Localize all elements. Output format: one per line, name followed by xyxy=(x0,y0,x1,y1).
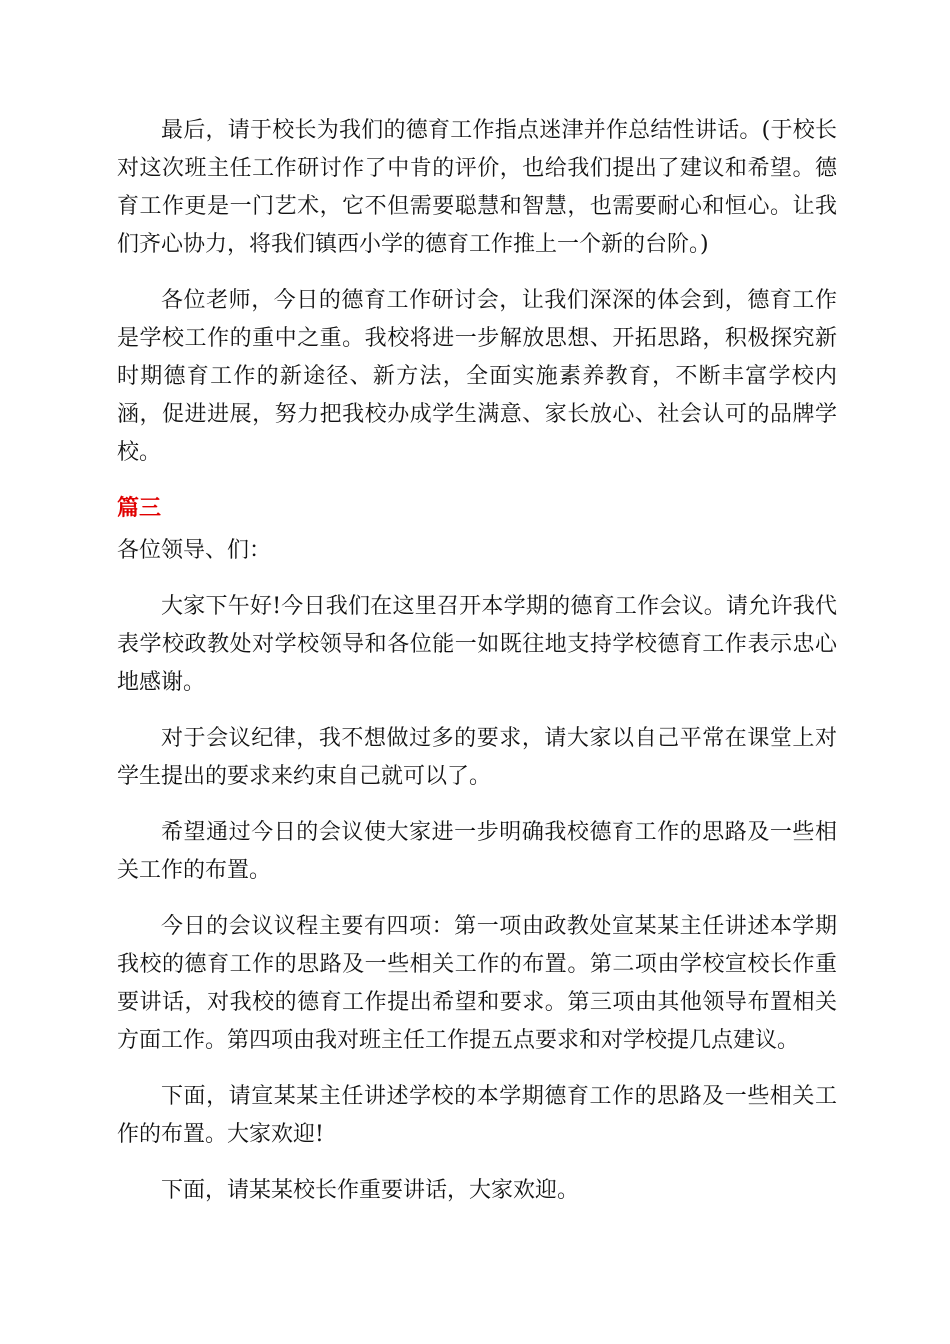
section-heading: 篇三 xyxy=(117,496,162,521)
paragraph: 下面，请某某校长作重要讲话，大家欢迎。 xyxy=(161,1178,580,1203)
salutation: 各位领导、们： xyxy=(117,538,272,563)
paragraph: 各位老师，今日的德育工作研讨会，让我们深深的体会到，德育工作是学校工作的重中之重。我校将进一步解放思想、开拓思路，积极探究新时期德育工作的新途径、新方法，全面实施素养教育，不断丰富学校内涵，促进进展，努力把我校办成学生满意、家长放心、社会认可的品牌学校。 xyxy=(117,288,837,465)
paragraph: 下面，请宣某某主任讲述学校的本学期德育工作的思路及一些相关工作的布置。大家欢迎! xyxy=(117,1084,837,1147)
paragraph: 最后，请于校长为我们的德育工作指点迷津并作总结性讲话。(于校长对这次班主任工作研讨作了中肯的评价，也给我们提出了建议和希望。德育工作更是一门艺术，它不但需要聪慧和智慧，也需要耐心和恒心。让我们齐心协力，将我们镇西小学的德育工作推上一个新的台阶。) xyxy=(117,118,837,257)
paragraph: 对于会议纪律，我不想做过多的要求，请大家以自己平常在课堂上对学生提出的要求来约束自己就可以了。 xyxy=(117,726,837,789)
paragraph: 希望通过今日的会议使大家进一步明确我校德育工作的思路及一些相关工作的布置。 xyxy=(117,820,837,883)
paragraph: 大家下午好!今日我们在这里召开本学期的德育工作会议。请允许我代表学校政教处对学校领导和各位能一如既往地支持学校德育工作表示忠心地感谢。 xyxy=(117,594,837,695)
paragraph: 今日的会议议程主要有四项：第一项由政教处宣某某主任讲述本学期我校的德育工作的思路及一些相关工作的布置。第二项由学校宣校长作重要讲话，对我校的德育工作提出希望和要求。第三项由其他领导布置相关方面工作。第四项由我对班主任工作提五点要求和对学校提几点建议。 xyxy=(117,914,837,1053)
document-body xyxy=(117,112,837,1228)
